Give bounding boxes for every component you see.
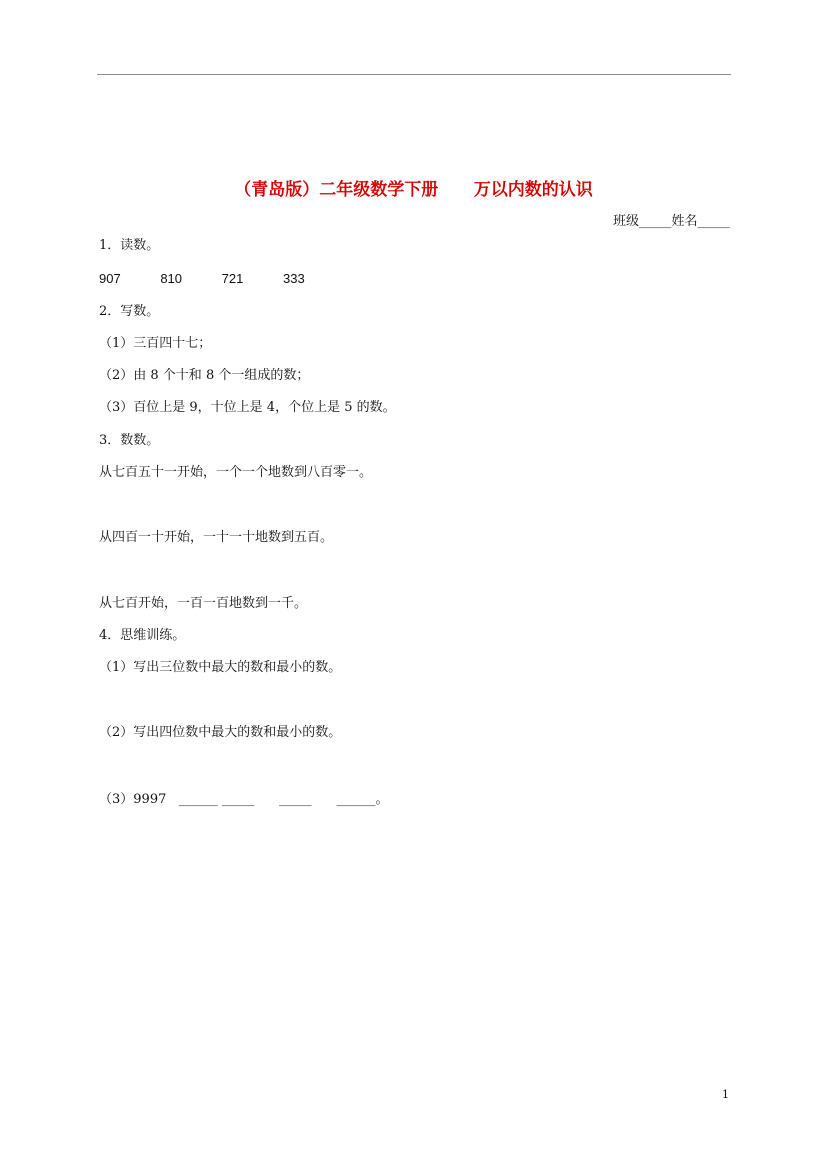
q2-item-2: （2）由 8 个十和 8 个一组成的数； [99, 368, 310, 383]
q3-item-1: 从七百五十一开始，一个一个地数到八百零一。 [99, 465, 373, 480]
q2-heading: 2．写数。 [99, 304, 160, 319]
q1-number: 810 [160, 271, 183, 286]
q3-heading: 3．数数。 [99, 433, 160, 448]
q1-number: 907 [99, 271, 121, 286]
q4-item-1: （1）写出三位数中最大的数和最小的数。 [99, 660, 342, 675]
q3-item-3: 从七百开始，一百一百地数到一千。 [99, 596, 308, 611]
q1-number: 333 [282, 271, 305, 286]
q2-item-3: （3）百位上是 9，十位上是 4，个位上是 5 的数。 [99, 400, 396, 415]
q1-number: 721 [221, 271, 244, 286]
q2-item-1: （1）三百四十七； [99, 336, 212, 351]
q4-heading: 4．思维训练。 [99, 628, 186, 643]
page-number: 1 [722, 1088, 729, 1101]
header-rule [97, 74, 731, 75]
q1-numbers [99, 271, 305, 286]
q3-item-2: 从四百一十开始，一十一十地数到五百。 [99, 530, 334, 545]
q1-heading: 1．读数。 [99, 238, 160, 253]
q4-item-3: （3）9997 ______ _____ _____ ______。 [99, 792, 389, 807]
q4-item-2: （2）写出四位数中最大的数和最小的数。 [99, 725, 342, 740]
class-name-line: 班级_____姓名_____ [612, 214, 730, 229]
page-title: （青岛版）二年级数学下册 万以内数的认识 [234, 180, 593, 200]
